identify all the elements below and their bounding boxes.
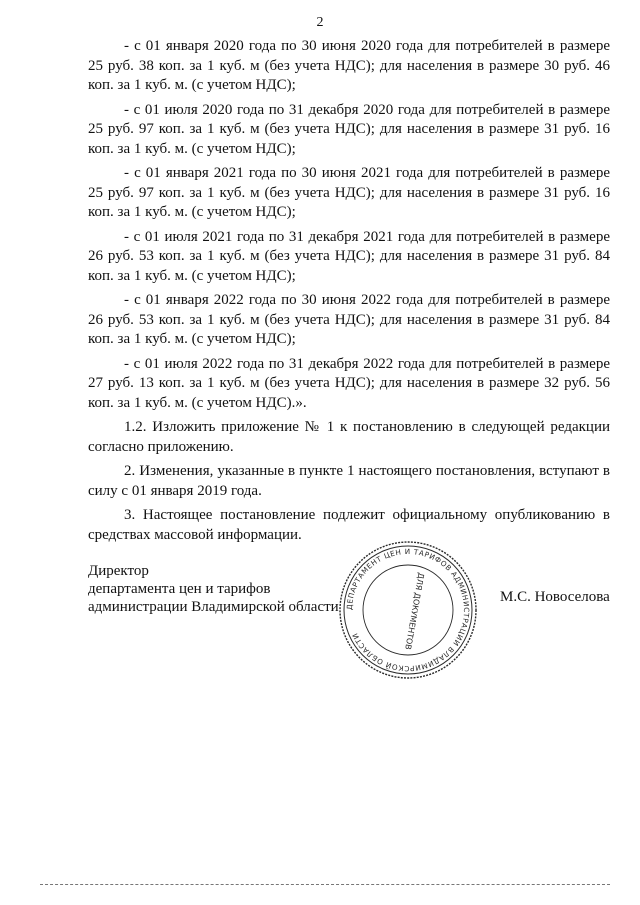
signer-position: Директор bbox=[88, 563, 149, 579]
tariff-period-2020-h2: - с 01 июля 2020 года по 31 декабря 2020 года для потребителей в размере 25 руб. 97 коп. за 1 куб. м (без учета НДС); для населения в размере 31 руб. 16 коп. за 1 куб. м. (с учетом НДС); bbox=[88, 101, 610, 157]
signer-name: М.С. Новоселова bbox=[500, 589, 610, 605]
signer-department: департамента цен и тарифов bbox=[88, 581, 271, 597]
page-number: 2 bbox=[316, 15, 324, 30]
tariff-period-2022-h1: - с 01 января 2022 года по 30 июня 2022 года для потребителей в размере 26 руб. 53 коп. за 1 куб. м (без учета НДС); для населения в размере 31 руб. 84 коп. за 1 куб. м. (с учетом НДС); bbox=[88, 292, 610, 347]
tariff-period-2020-h1: - с 01 января 2020 года по 30 июня 2020 года для потребителей в размере 25 руб. 38 коп. за 1 куб. м (без учета НДС); для населения в размере 30 руб. 46 коп. за 1 куб. м. (с учетом НДС); bbox=[88, 38, 610, 93]
page-bottom-edge bbox=[40, 884, 610, 885]
tariff-period-2021-h2: - с 01 июля 2021 года по 31 декабря 2021 года для потребителей в размере 26 руб. 53 коп. за 1 куб. м (без учета НДС); для населения в размере 31 руб. 84 коп. за 1 куб. м. (с учетом НДС); bbox=[88, 228, 610, 284]
official-seal bbox=[338, 540, 478, 680]
signer-administration: администрации Владимирской области bbox=[88, 599, 339, 615]
seal-center-text: ДЛЯ ДОКУМЕНТОВ bbox=[403, 571, 426, 651]
seal-outer-text: ДЕПАРТАМЕНТ ЦЕН И ТАРИФОВ АДМИНИСТРАЦИИ ВЛАДИМИРСКОЙ ОБЛАСТИ bbox=[344, 546, 472, 674]
signature-block bbox=[88, 562, 339, 616]
clause-1-2: 1.2. Изложить приложение № 1 к постановлению в следующей редакции согласно приложению. bbox=[88, 419, 610, 455]
tariff-period-2021-h1: - с 01 января 2021 года по 30 июня 2021 года для потребителей в размере 25 руб. 97 коп. за 1 куб. м (без учета НДС); для населения в размере 31 руб. 16 коп. за 1 куб. м. (с учетом НДС); bbox=[88, 165, 610, 220]
document-body bbox=[88, 37, 610, 550]
clause-3: 3. Настоящее постановление подлежит официальному опубликованию в средствах массовой информации. bbox=[88, 507, 610, 543]
svg-text:ДЕПАРТАМЕНТ ЦЕН И ТАРИФОВ АДМИ bbox=[345, 547, 471, 673]
tariff-period-2022-h2: - с 01 июля 2022 года по 31 декабря 2022 года для потребителей в размере 27 руб. 13 коп. за 1 куб. м (без учета НДС); для населения в размере 32 руб. 56 коп. за 1 куб. м. (с учетом НДС).». bbox=[88, 355, 610, 411]
clause-2: 2. Изменения, указанные в пункте 1 настоящего постановления, вступают в силу с 01 января 2019 года. bbox=[88, 463, 610, 499]
